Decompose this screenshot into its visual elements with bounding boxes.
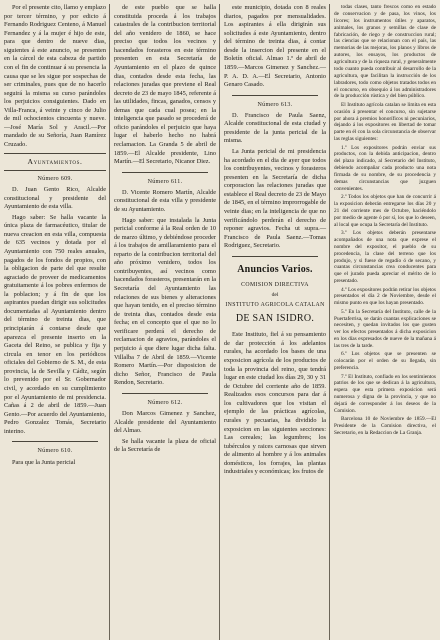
section-title-anuncios: Anuncios Varios. xyxy=(237,263,313,275)
announcement-signature: Barcelona 10 de Noviembre de 1859.—El Presidente de la Comision directiva, el Secretario, en la Redaccion de La Granja. xyxy=(334,416,436,436)
notice-609-heading: D. Juan Gento Rico, Alcalde constitucional y presidente del Ayuntamiento de esta villa. xyxy=(4,186,106,211)
notice-number-612: Número 612. xyxy=(147,399,183,406)
notice-611-heading: D. Vicente Romero Martín, Alcalde constitucional de esta villa y presidente de su Ayuntamiento. xyxy=(114,188,216,213)
announcement-rule-6: 6.º Los objetos que se presenten se colocarán por el orden de su llegada, sin preferencia. xyxy=(334,351,436,372)
section-title-ayuntamientos: Ayuntamientos. xyxy=(4,153,106,171)
announcement-rule-5: 5.º En la Secretaría del Instituto, calle de la Puertaferrisa, se darán cuantas explicaciones se necesiten, y quedan invitados los que gusten ver los efectos presentados á dicha exposicion en los días expresados de nueve de la mañana á las tres de la tarde. xyxy=(334,308,436,349)
column-3 xyxy=(224,4,330,640)
notice-610-body: Para que la Junta pericial xyxy=(12,458,76,466)
divider xyxy=(12,441,98,442)
instituto-announcement: Este Instituto, fiel á su pensamiento de dar protección á los adelantos rurales, ha acordado los bases de una exposicion agrícola de los productos de toda la provincia del reino, que tendrá lugar en este ciudad los días 29, 30 y 31 de Octubre del corriente año de 1859. Realizados esos concursos para dar á los cultivadores que los visitan el ejemplo de las prácticas agrícolas, rurales y pecuarias, ha dividido la exposicion en las siguientes secciones: Las cereales; las legumbres; los tubérculos y raices carnosas que sirven de alimento al hombre y á los animales domésticos, los forrajes, las plantas industriales y económicas; los frutos de xyxy=(224,331,326,476)
notice-612-body: Se halla vacante la plaza de oficial de la Secretaría de xyxy=(114,437,216,454)
instituto-heading: INSTITUTO AGRICOLA CATALAN xyxy=(225,301,325,308)
notice-610-continuation: de este pueblo que se halla constituida proceda á los trabajos catastrales de la contribucion territorial del año venidero de 1860, se hace preciso que todos los vecinos y hacendados forasteros en este término presenten en esta Secretaría de Ayuntamiento en el plazo de quince dias, contados desde esta fecha, las relaciones juradas que previene el Real decreto de 23 de mayo 1845, referente á las utilidades, fincas, ganados, censos y demas que cada cual posea; en la inteligencia que pasado se procederá de oficio parándoles el perjuicio que haya lugar el haberlo hecho no habrá reclamacion. La Granda 5 de abril de 1859.—El Alcalde presidente, Lino Martín.—El Secretario, Nicanor Diez. xyxy=(114,4,216,166)
notice-613-body: La Junta pericial de mi presidencia ha acordado en el dia de ayer que todos los contribuyentes, vecinos y forasteros presenten en la Secretaría de dicha corporacion las relaciones juradas que establece el Real decreto de 23 de Mayo de 1845, en el término improrrogable de veinte dias; en la inteligencia de que no verificándolo perderán el derecho de reponer agravios. Fecha ut supra.—Francisco de Paula Saenz.—Tomas Rodriguez, Secretario. xyxy=(224,148,326,250)
divider xyxy=(232,95,318,96)
divider xyxy=(122,393,208,394)
notice-613-heading: D. Francisco de Paula Saenz, Alcalde constitucional de esta ciudad y presidente de la junta pericial de la misma. xyxy=(224,111,326,145)
column-2 xyxy=(114,4,220,640)
comision-heading: COMISION DIRECTIVA xyxy=(241,282,309,289)
notice-612-heading: Don Marcos Gimenez y Sanchez, Alcalde presidente del Ayuntamiento del Almao. xyxy=(114,409,216,435)
san-isidro-heading: DE SAN ISIDRO. xyxy=(235,312,315,324)
divider xyxy=(122,172,208,173)
notice-611-body: Hago saber: que instalada la Junta pericial conforme á la Real orden de 10 de marzo último, y debiéndose proceder á los trabajos de amillaramiento para el reparto de la contribucion territorial del año próximo venidero, todos los contribuyentes, así vecinos como hacendados forasteros, presentarán en la Secretaría del Ayuntamiento las relaciones de sus bienes y alteraciones que hayan tenido, en el preciso término de treinta dias, contados desde esta fecha; en el concepto que el que no lo verificare perderá el derecho de reclamacion de agravios, parándoles el perjuicio á que diere lugar dicha falta. Villalba 7 de Abril de 1859.—Vicente Romero Martín.—Por disposicion de dicho Señor, Francisco de Paula Rendon, Secretario. xyxy=(114,216,216,387)
divider xyxy=(232,256,318,257)
notice-number-610: Número 610. xyxy=(37,448,73,455)
announcement-rule-1: 1.º Los expositores podrán enviar sus productos, con la debida anticipacion, dentro del plazo indicado, al Secretario del Instituto, debiendo acompañar cada producto una nota firmada de su nombre, de su procedencia y demas circunstancias que juzguen convenientes. xyxy=(334,144,436,192)
notice-number-611: Número 611. xyxy=(147,178,183,185)
announcement-rule-2: 2.º Todos los objetos que han de concurrir á la exposicion deberán entregarse los días 20 y 21 del corriente mes de Octubre, haciéndolo por medio de agente ó por sí, los que lo deseen, al local que ocupa la Secretaría del Instituto. xyxy=(334,194,436,228)
edict-paragraph: Por el presente cito, llamo y emplazo por tercer término, y por edicto á Fernando Rodriguez Centeno, á Manuel Fernandez y á la mujer é hijo de este, para que dentro de nueve dias, siguientes á este anuncio, se presenten en la cárcel de esta cabeza de partido con el fin de continuar á su presencia la causa que se les sigue por sospechas de ser criminales, pues que de no hacerlo seguirá la misma su curso parándoles los perjuicios consiguientes. Dado en Villa-Franca, á veinte y cinco de Julio de mil ochocientos cincuenta y nueve.—José María Sol y Aracil.—Por mandado de su Señoría, Juan Ramírez Cruzado. xyxy=(4,4,106,148)
announcement-paragraph: todas clases, tanto frescos como en estado de conservacion y de pasa, los vinos, los licores; los instrumentos útiles y aparatos, animales, los granos y semillas de clase de fabricación, de riego y de construccion rural; las ciencias que se relacionan con el país, las memorias de las mejoras, los planos y libros de autores, los ensayos, los productos de agricultura y de la riqueza rural, y generalmente todo cuanto pueda contribuir al desarrollo de la agricultura, que facilitan la instrucción de los labradores, todo como objetos tratados todos en el concurso, en obsequio á los administradores de la producción rústica y del bien público. xyxy=(334,4,436,100)
announcement-rule-3: 3.º Los objetos deberán presentarse acompañados de una nota que exprese el nombre del expositor, el pueblo de su procedencia, la clase del terreno que los produjo, y si fuese de regadío ó de secano, y cuantas circunstancias crea conducentes para que el jurado pueda apreciar el mérito de lo presentado. xyxy=(334,230,436,285)
notice-612-continuation: este municipio, dotada con 8 reales diarios, pagados por mensualidades. Los aspirantes á ella dirigirán sus solicitudes á este Ayuntamiento, dentro del término de treinta dias, á contar desde la insercion del presente en el Boletín oficial. Almao 1.º de abril de 1859.—Marcos Gimenez y Sanchez.—P. A. D. A.—El Secretario, Antonio Genaro Casado. xyxy=(224,4,326,89)
announcement-paragraph: El Instituto agrícola catalan se limita en esta ocasión á presentar el concurso, sin sujetarse por ahora á premios honoríficos ni pecuniarios, dejando á los expositores en libertad de tomar parte en él con la sola circunstancia de observar las reglas siguientes: xyxy=(334,101,436,143)
column-1 xyxy=(4,4,110,640)
announcement-rule-7: 7.º El Instituto, confiado en los sentimientos patrios de los que se dedican á la agricultura, espera que esta primera exposicion será numerosa y digna de la provincia, y que no dejará de corresponder á los deseos de la Comision. xyxy=(334,373,436,414)
del-heading: del xyxy=(271,292,279,299)
notice-number-613: Número 613. xyxy=(257,101,293,108)
announcement-rule-4: 4.º Los expositores podrán retirar los objetos presentados el día 2 de Noviembre, desde el mismo punto en que los hayan presentado. xyxy=(334,286,436,307)
notice-609-body: Hago saber: Se halla vacante la única plaza de farmacéutico, titular de nueva creacion en esta villa, compuesta de 635 vecinos y dotada por el Ayuntamiento con 750 reales anuales, pagados de los fondos de propios, con la obligacion de parte del que resulte agraciado de proveer de medicamentos gratuitamente á los pobres enfermos de la poblacion; y á fin de que los aspirantes puedan dirigir sus solicitudes documentadas al Ayuntamiento dentro del término de treinta dias, que principiarán á contarse desde que aparezca el presente inserto en la Gaceta del Reino, se publica y fija y circula en tenor en los periódicos oficiales del Gobierno de S. M., de esta provincia, la de Sevilla y Cádiz, según lo prevenido por el Sr. Gobernador civil, y acordado en su cumplimiento por el Ayuntamiento de mi presidencia. Cañas á 2 de abril de 1859.—Juan Gento.—Por acuerdo del Ayuntamiento, Pedro Gonzalez Tomás, Secretario interino. xyxy=(4,213,106,435)
notice-number-609: Número 609. xyxy=(37,175,73,182)
column-4 xyxy=(334,4,436,640)
